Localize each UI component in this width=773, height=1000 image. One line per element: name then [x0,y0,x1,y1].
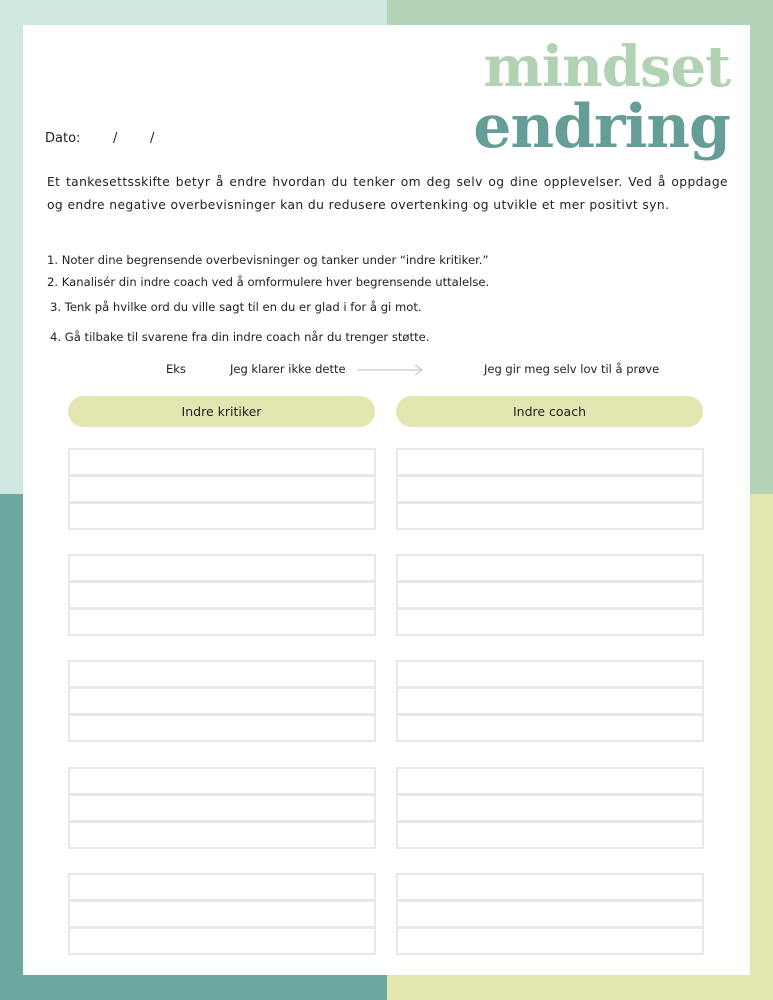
inner-coach-answer-box[interactable] [396,821,704,849]
inner-critic-answer-box[interactable] [68,927,376,955]
inner-coach-answer-box[interactable] [396,608,704,636]
intro-paragraph: Et tankesettsskifte betyr å endre hvordan du tenker om deg selv og dine opplevelser. Ved å oppdage og endre negative overbevisninger kan du redusere overtenking og utvikle et mer positivt syn. [47,175,728,212]
inner-critic-answer-box[interactable] [68,714,376,742]
instruction-step: 2. Kanalisér din indre coach ved å omformulere hver begrensende uttalelse. [47,275,490,289]
instruction-step: 4. Gå tilbake til svarene fra din indre coach når du trenger støtte. [50,330,430,344]
inner-coach-answer-box[interactable] [396,687,704,715]
title-line-2: endring [473,92,730,162]
example-critic-text: Jeg klarer ikke dette [230,362,346,376]
title-line-1: mindset [483,34,730,100]
worksheet-page [23,25,750,975]
inner-critic-answer-box[interactable] [68,608,376,636]
example-label: Eks [166,362,186,376]
example-coach-text: Jeg gir meg selv lov til å prøve [484,362,660,376]
instruction-step: 1. Noter dine begrensende overbevisninger og tanker under “indre kritiker.” [47,253,489,267]
header-inner-coach: Indre coach [396,396,703,427]
inner-critic-answer-box[interactable] [68,821,376,849]
date-slash: / [150,131,155,146]
inner-coach-answer-box[interactable] [396,554,704,582]
inner-coach-answer-box[interactable] [396,900,704,928]
inner-coach-answer-box[interactable] [396,794,704,822]
inner-coach-answer-box[interactable] [396,448,704,476]
date-label: Dato: [45,131,81,146]
header-inner-critic: Indre kritiker [68,396,375,427]
instruction-step: 3. Tenk på hvilke ord du ville sagt til en du er glad i for å gi mot. [50,300,422,314]
inner-critic-answer-box[interactable] [68,502,376,530]
inner-coach-answer-box[interactable] [396,660,704,688]
inner-coach-answer-box[interactable] [396,873,704,901]
inner-critic-answer-box[interactable] [68,900,376,928]
inner-critic-answer-box[interactable] [68,794,376,822]
date-slash: / [113,131,118,146]
inner-critic-answer-box[interactable] [68,687,376,715]
inner-coach-answer-box[interactable] [396,927,704,955]
inner-critic-answer-box[interactable] [68,581,376,609]
inner-critic-answer-box[interactable] [68,873,376,901]
inner-critic-answer-box[interactable] [68,448,376,476]
inner-coach-answer-box[interactable] [396,475,704,503]
inner-coach-answer-box[interactable] [396,767,704,795]
inner-coach-answer-box[interactable] [396,714,704,742]
inner-critic-answer-box[interactable] [68,475,376,503]
inner-critic-answer-box[interactable] [68,660,376,688]
inner-critic-answer-box[interactable] [68,554,376,582]
date-field[interactable] [45,131,155,146]
inner-coach-answer-box[interactable] [396,581,704,609]
arrow-right-icon [357,364,425,376]
inner-critic-answer-box[interactable] [68,767,376,795]
inner-coach-answer-box[interactable] [396,502,704,530]
